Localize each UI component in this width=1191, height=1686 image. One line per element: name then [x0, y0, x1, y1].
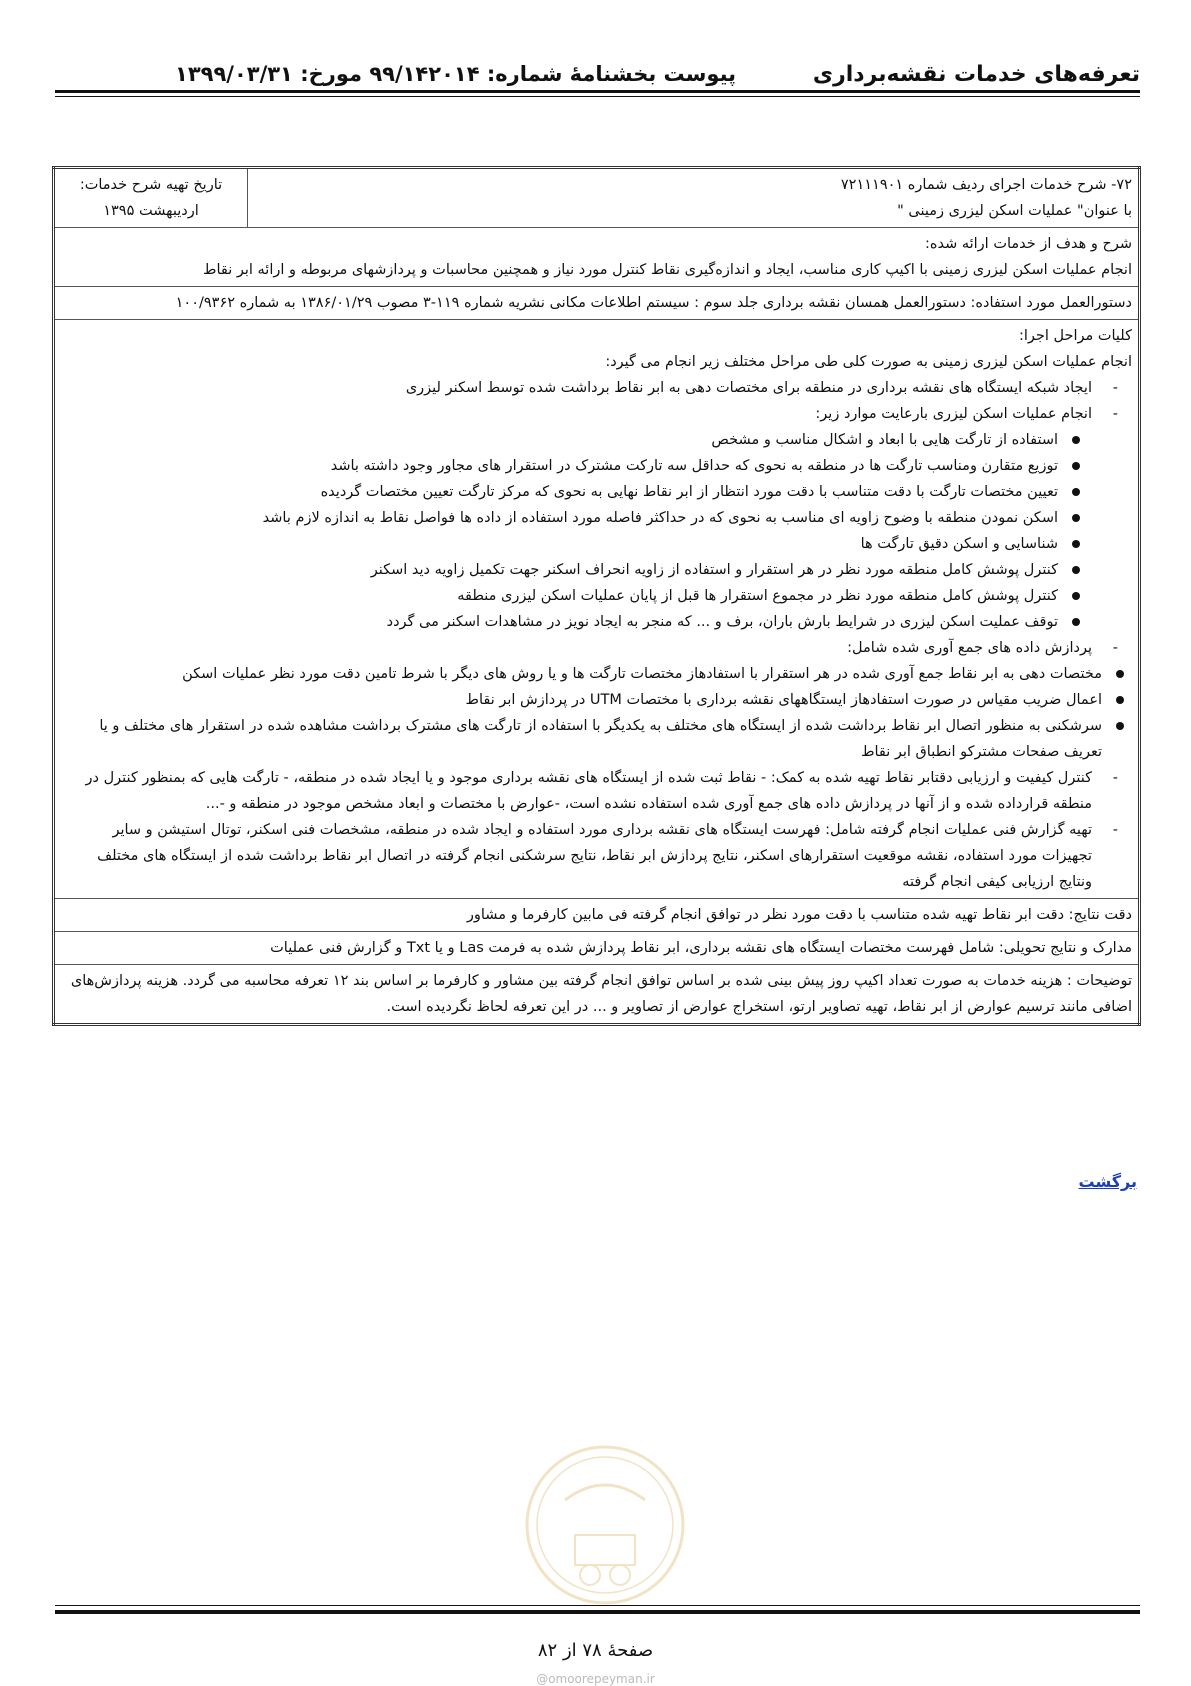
document-title: تعرفه‌های خدمات نقشه‌برداری: [812, 62, 1140, 87]
bullet-icon: [1072, 540, 1080, 548]
list-item: اعمال ضریب مقیاس در صورت استفادهاز ایستگاههای نقشه برداری با مختصات UTM در پردازش ابر نقاط: [61, 687, 1132, 713]
bullet-icon: [1116, 696, 1124, 704]
step-item: [61, 401, 1122, 635]
preparation-date-cell: [54, 168, 248, 228]
page-header: [55, 56, 1140, 92]
circular-reference: پیوست بخشنامۀ شماره: ۹۹/۱۴۲۰۱۴ مورخ: ۱۳۹۹/۰۳/۳۱: [175, 62, 737, 86]
goal-label: شرح و هدف از خدمات ارائه شده:: [924, 236, 1132, 252]
goal-cell: [54, 228, 1140, 287]
bullet-icon: [1072, 592, 1080, 600]
step-item: - ایجاد شبکه ایستگاه های نقشه برداری در منطقه برای مختصات دهی به ابر نقاط برداشت شده توسط اسکنر لیزری: [61, 375, 1122, 401]
header-rule-thin: [55, 96, 1140, 97]
list-item: کنترل پوشش کامل منطقه مورد نظر در هر استقرار و استفاده از زاویه انحراف اسکنر جهت تکمیل زاویه دید اسکنر: [61, 557, 1088, 583]
list-item: اسکن نمودن منطقه با وضوح زاویه ای مناسب به نحوی که در حداکثر فاصله مورد استفاده از داده ها فواصل نقاط به اندازه لازم باشد: [61, 505, 1088, 531]
notes-cell: توضیحات : هزینه خدمات به صورت تعداد اکیپ روز پیش بینی شده بر اساس توافق انجام گرفته بین مشاور و کارفرما بر اساس بند ۱۲ تعرفه محاسبه می گردد. هزینه پردازش‌های اضافی مانند ترسیم عوارض از ابر نقاط، تهیه تصاویر ارتو، استخراج عوارض از تصاویر و ... در این تعرفه لحاظ نگردیده است.: [54, 965, 1140, 1025]
step-text: انجام عملیات اسکن لیزری بارعایت موارد زیر:: [815, 406, 1092, 422]
step-item: - تهیه گزارش فنی عملیات انجام گرفته شامل: فهرست ایستگاه های نقشه برداری مورد استفاده و ایجاد شده در منطقه، مشخصات فنی اسکنر، توتال استیشن و سایر تجهیزات مورد استفاده، نقشه موقعیت استقرارهای اسکنر، نتایج پردازش ابر نقاط، نتایج سرشکنی انجام گرفته در اتصال ابر نقاط برداشت شده از ایستگاه های مختلف ونتایج ارزیابی کیفی انجام گرفته: [61, 817, 1122, 895]
deliverables-cell: مدارک و نتایج تحویلی: شامل فهرست مختصات ایستگاه های نقشه برداری، ابر نقاط پردازش شده به فرمت Las و یا Txt و گزارش فنی عملیات: [54, 932, 1140, 965]
preparation-date-value: اردیبهشت ۱۳۹۵: [103, 203, 199, 219]
goal-text: انجام عملیات اسکن لیزری زمینی با اکیپ کاری مناسب، ایجاد و اندازه‌گیری نقاط کنترل مورد نیاز و همچنین محاسبات و پردازشهای مربوطه و ارائه ابر نقاط: [203, 262, 1132, 278]
list-item: کنترل پوشش کامل منطقه مورد نظر در مجموع استقرار ها قبل از پایان عملیات اسکن لیزری منطقه: [61, 583, 1088, 609]
bullet-icon: [1072, 566, 1080, 574]
steps-label: کلیات مراحل اجرا:: [1018, 328, 1132, 344]
bullet-icon: [1072, 488, 1080, 496]
steps-cell: [54, 320, 1140, 899]
page-number: صفحۀ ۷۸ از ۸۲: [537, 1640, 654, 1661]
header-rule-thick: [55, 90, 1140, 93]
processing-list: [61, 661, 1132, 765]
list-item: استفاده از تارگت هایی با ابعاد و اشکال مناسب و مشخص: [61, 427, 1088, 453]
bullet-icon: [1072, 618, 1080, 626]
accuracy-cell: دقت نتایج: دقت ابر نقاط تهیه شده متناسب با دقت مورد نظر در توافق انجام گرفته فی مابین کارفرما و مشاور: [54, 899, 1140, 932]
scan-requirements-list: [61, 427, 1092, 635]
service-description-table: [52, 166, 1141, 1026]
step-item: - کنترل کیفیت و ارزیابی دقتابر نقاط تهیه شده به کمک: - نقاط ثبت شده از ایستگاه های نقشه برداری موجود و یا ایجاد شده در منطقه، - تارگت هایی که بمنظور کنترل در منطقه قرارداده شده و از آنها در پردازش داده های جمع آوری شده استفاده نشده است، -عوارض با مختصات و ابعاد مشخص موجود در منطقه و -...: [61, 765, 1122, 817]
bullet-icon: [1116, 722, 1124, 730]
steps-list-continued: [61, 765, 1132, 895]
bullet-icon: [1072, 436, 1080, 444]
manual-cell: دستورالعمل مورد استفاده: دستورالعمل همسان نقشه برداری جلد سوم : سیستم اطلاعات مکانی نشریه شماره ۱۱۹-۳ مصوب ۱۳۸۶/۰۱/۲۹ به شماره ۱۰۰/۹۳۶۲: [54, 287, 1140, 320]
steps-list: [61, 375, 1132, 661]
bullet-icon: [1116, 670, 1124, 678]
list-item: توقف عملیت اسکن لیزری در شرایط بارش باران، برف و ... که منجر به ایجاد نویز در مشاهدات اسکنر می گردد: [61, 609, 1088, 635]
service-row-number: ۷۲- شرح خدمات اجرای ردیف شماره ۷۲۱۱۱۹۰۱: [840, 177, 1132, 193]
list-item: مختصات دهی به ابر نقاط جمع آوری شده در هر استقرار با استفادهاز مختصات تارگت ها و یا روش های دیگر با شرط تامین دقت مورد نظر عملیات اسکن: [61, 661, 1132, 687]
bullet-icon: [1072, 514, 1080, 522]
bullet-icon: [1072, 462, 1080, 470]
list-item: توزیع متقارن ومناسب تارگت ها در منطقه به نحوی که حداقل سه تارکت مشترک در استقرار های مجاور وجود داشته باشد: [61, 453, 1088, 479]
site-watermark: @omoorepeyman.ir: [536, 1672, 655, 1686]
preparation-date-label: تاریخ تهیه شرح خدمات:: [79, 177, 223, 193]
list-item: تعیین مختصات تارگت با دقت متناسب با دقت مورد انتظار از ابر نقاط نهایی به نحوی که مرکز تارگت تعیین مختصات گردیده: [61, 479, 1088, 505]
footer-rule-thick: [55, 1610, 1140, 1614]
footer-rule-thin: [55, 1605, 1140, 1606]
watermark-logo-icon: [520, 1440, 690, 1630]
service-title-cell: [248, 168, 1140, 228]
step-item: - پردازش داده های جمع آوری شده شامل:: [61, 635, 1122, 661]
list-item: سرشکنی به منظور اتصال ابر نقاط برداشت شده از ایستگاه های مختلف به یکدیگر با استفاده از تارگت های مشترک برداشت مشاهده شده در استقرار های مختلف و یا تعریف صفحات مشترکو انطباق ابر نقاط: [61, 713, 1132, 765]
service-title: با عنوان" عملیات اسکن لیزری زمینی ": [897, 203, 1132, 219]
back-link[interactable]: برگشت: [1078, 1172, 1137, 1191]
list-item: شناسایی و اسکن دقیق تارگت ها: [61, 531, 1088, 557]
steps-intro: انجام عملیات اسکن لیزری زمینی به صورت کلی طی مراحل مختلف زیر انجام می گیرد:: [605, 354, 1132, 370]
